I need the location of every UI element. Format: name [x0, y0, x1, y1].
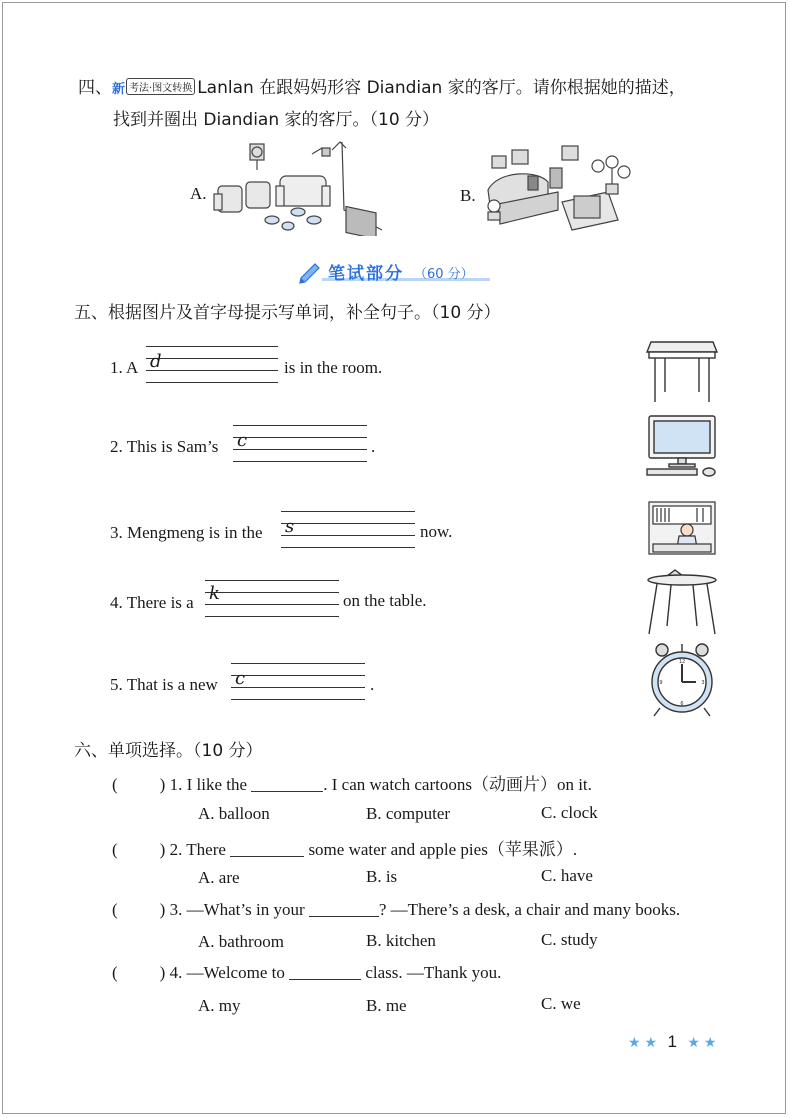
q2-pre: 2. There: [169, 840, 226, 859]
item4-before: 4. There is a: [110, 593, 194, 612]
section4-number: 四、: [78, 78, 112, 98]
item2-before: 2. This is Sam’s: [110, 437, 219, 456]
q3-pre: 3. —What’s in your: [169, 900, 305, 919]
option-a-label: A.: [190, 184, 207, 203]
q4-blank[interactable]: [289, 979, 361, 980]
banner-score: （60 分）: [414, 267, 474, 282]
item2-hint-letter: c: [237, 430, 248, 451]
star-icon: ★ ★: [687, 1034, 717, 1050]
question2-stem: [112, 835, 577, 860]
section4-text-line1: Lanlan 在跟妈妈形容 Diandian 家的客厅。请你根据她的描述，: [197, 78, 686, 98]
living-room-b-image[interactable]: [478, 140, 640, 236]
q3-blank[interactable]: [309, 916, 379, 917]
q3-option-c[interactable]: C. study: [541, 930, 598, 949]
page-number: 1: [667, 1032, 677, 1051]
q4-option-b[interactable]: B. me: [366, 996, 407, 1015]
study-room-icon: [647, 500, 717, 556]
svg-text:6: 6: [680, 701, 684, 707]
item4-writing-lines[interactable]: [205, 580, 339, 618]
q3-option-a[interactable]: A. bathroom: [198, 932, 284, 951]
item1-after: is in the room.: [284, 358, 383, 377]
desk-icon: [645, 332, 719, 404]
item3-before: 3. Mengmeng is in the: [110, 523, 263, 542]
q4-post: class. —Thank you.: [365, 963, 502, 982]
item5-hint-letter: c: [235, 668, 246, 689]
q1-blank[interactable]: [251, 791, 323, 792]
q2-post: some water and apple pies（苹果派）.: [308, 840, 578, 859]
question3-stem: [112, 900, 680, 920]
q2-option-a[interactable]: A. are: [198, 868, 240, 887]
answer-paren-open: (: [112, 900, 118, 919]
q1-option-c[interactable]: C. clock: [541, 803, 598, 822]
answer-paren-open: (: [112, 840, 118, 859]
section6-title: 六、单项选择。（10 分）: [74, 741, 263, 761]
option-b-label: B.: [460, 186, 476, 205]
item2-after: .: [371, 437, 376, 456]
kite-on-table-icon: [645, 568, 719, 636]
item1-hint-letter: d: [150, 351, 162, 372]
answer-paren-close: ): [159, 840, 166, 859]
q4-pre: 4. —Welcome to: [169, 963, 285, 982]
answer-paren-close: ): [159, 900, 166, 919]
section4-badge: 考法·图文转换: [126, 78, 195, 95]
q4-option-c[interactable]: C. we: [541, 994, 581, 1013]
item2-writing-lines[interactable]: [233, 425, 367, 463]
pencil-icon: [298, 258, 324, 284]
q3-option-b[interactable]: B. kitchen: [366, 931, 436, 950]
answer-paren-open: (: [112, 775, 118, 794]
q1-pre: 1. I like the: [169, 775, 248, 794]
section4-text-line2: 找到并圈出 Diandian 家的客厅。（10 分）: [113, 110, 440, 130]
section5-title: 五、根据图片及首字母提示写单词，补全句子。（10 分）: [74, 303, 501, 323]
computer-icon: [645, 414, 719, 478]
item4-after: on the table.: [343, 591, 427, 610]
svg-text:9: 9: [659, 680, 663, 686]
living-room-a-image[interactable]: [212, 140, 384, 236]
q4-option-a[interactable]: A. my: [198, 996, 241, 1015]
q2-blank[interactable]: [230, 856, 304, 857]
q3-post: ? —There’s a desk, a chair and many books.: [378, 900, 681, 919]
answer-paren-close: ): [159, 775, 166, 794]
item1-before: 1. A: [110, 358, 139, 377]
clock-icon: [648, 642, 716, 718]
item1-writing-lines[interactable]: [146, 346, 278, 384]
section4-line1: [78, 73, 686, 98]
q2-option-c[interactable]: C. have: [541, 866, 593, 885]
q2-option-b[interactable]: B. is: [366, 867, 398, 886]
item5-writing-lines[interactable]: [231, 663, 365, 701]
star-icon: ★ ★: [628, 1034, 657, 1050]
banner-title: 笔试部分: [328, 264, 404, 284]
q1-option-a[interactable]: A. balloon: [198, 804, 270, 823]
answer-paren-close: ): [159, 963, 166, 982]
svg-text:3: 3: [701, 680, 705, 686]
question1-stem: [112, 770, 592, 795]
item5-after: .: [370, 675, 375, 694]
item3-writing-lines[interactable]: [281, 511, 415, 549]
answer-paren-open: (: [112, 963, 118, 982]
page-footer: [628, 1032, 716, 1052]
q1-option-b[interactable]: B. computer: [366, 804, 451, 823]
section4-badge-logo: 新: [112, 82, 126, 97]
item3-hint-letter: s: [285, 516, 295, 537]
question4-stem: [112, 963, 501, 983]
item3-after: now.: [420, 522, 453, 541]
item5-before: 5. That is a new: [110, 675, 218, 694]
q1-post: . I can watch cartoons（动画片）on it.: [323, 775, 592, 794]
item4-hint-letter: k: [209, 583, 220, 604]
svg-text:12: 12: [678, 659, 686, 665]
